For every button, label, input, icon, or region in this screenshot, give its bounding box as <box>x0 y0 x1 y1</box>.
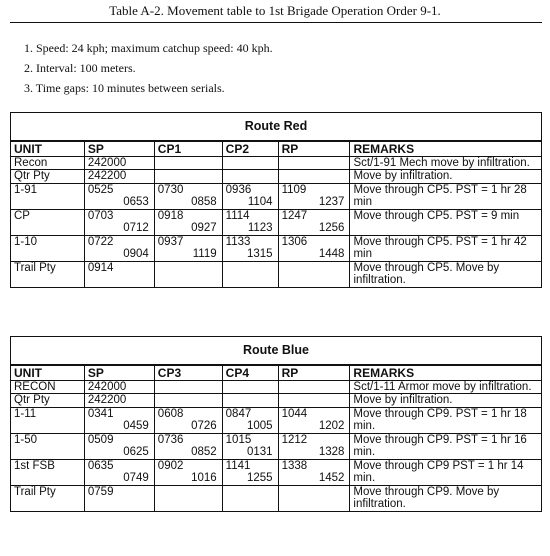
time-cell <box>84 183 154 209</box>
time-cell <box>278 209 350 235</box>
time-cell <box>84 380 154 394</box>
table-row <box>11 394 542 408</box>
time-cell <box>278 485 350 511</box>
start-time: 0722 <box>87 235 114 248</box>
unit-cell: Trail Pty <box>11 261 85 287</box>
end-time: 0653 <box>123 196 149 208</box>
time-cell <box>84 156 154 170</box>
end-time: 0927 <box>191 222 217 234</box>
table-row <box>11 459 542 485</box>
end-time: 1448 <box>318 248 345 260</box>
remarks-cell: Sct/1-11 Armor move by infiltration. <box>350 380 542 394</box>
time-cell <box>84 407 154 433</box>
column-header: REMARKS <box>350 141 542 157</box>
table-caption: Table A-2. Movement table to 1st Brigade Operation Order 9-1. <box>109 3 441 18</box>
note-interval: 2. Interval: 100 meters. <box>24 61 136 75</box>
time-cell <box>84 170 154 184</box>
start-time: 0608 <box>157 407 184 420</box>
start-time: 0937 <box>157 235 184 248</box>
start-time: 242000 <box>87 380 127 393</box>
end-time: 1315 <box>246 248 273 260</box>
time-cell <box>222 459 278 485</box>
time-cell <box>84 433 154 459</box>
end-time: 0131 <box>246 446 273 458</box>
time-cell <box>154 380 222 394</box>
start-time: 0635 <box>87 459 114 472</box>
start-time: 0918 <box>157 209 184 222</box>
start-time: 242200 <box>87 170 127 182</box>
unit-cell: 1-11 <box>11 407 85 433</box>
start-time: 1306 <box>281 235 308 248</box>
unit-cell: Trail Pty <box>11 485 85 511</box>
time-cell <box>154 261 222 287</box>
time-cell <box>222 209 278 235</box>
column-header: RP <box>278 365 350 381</box>
time-cell <box>84 235 154 261</box>
time-cell <box>154 433 222 459</box>
route-title: Route Red <box>11 113 542 141</box>
route-title: Route Blue <box>11 337 542 365</box>
table-row <box>11 485 542 511</box>
time-cell <box>278 394 350 408</box>
time-cell <box>154 235 222 261</box>
start-time: 0902 <box>157 459 184 472</box>
remarks-cell: Move through CP5. PST = 9 min <box>350 209 542 235</box>
end-time: 0459 <box>123 420 149 432</box>
start-time: 1247 <box>281 209 308 222</box>
end-time: 0749 <box>123 472 149 484</box>
time-cell <box>84 459 154 485</box>
start-time: 0730 <box>157 183 184 196</box>
remarks-cell: Move through CP5. PST = 1 hr 42 min <box>350 235 542 261</box>
unit-cell: Qtr Pty <box>11 170 85 184</box>
column-header: UNIT <box>11 141 85 157</box>
time-cell <box>84 485 154 511</box>
start-time: 1133 <box>225 235 251 248</box>
table-row <box>11 407 542 433</box>
unit-cell: 1st FSB <box>11 459 85 485</box>
end-time: 1328 <box>318 446 345 458</box>
end-time: 1123 <box>247 222 273 234</box>
unit-cell: 1-50 <box>11 433 85 459</box>
route-blue-table <box>10 336 542 512</box>
end-time: 1256 <box>318 222 345 234</box>
time-cell <box>222 261 278 287</box>
start-time: 1015 <box>225 433 252 446</box>
time-cell <box>154 407 222 433</box>
time-cell <box>84 209 154 235</box>
start-time: 1212 <box>281 433 308 446</box>
time-cell <box>278 433 350 459</box>
end-time: 1452 <box>318 472 345 484</box>
table-row <box>11 183 542 209</box>
remarks-cell: Move by infiltration. <box>350 170 542 184</box>
end-time: 0904 <box>123 248 149 260</box>
time-cell <box>154 209 222 235</box>
table-row <box>11 235 542 261</box>
time-cell <box>222 380 278 394</box>
unit-cell: Recon <box>11 156 85 170</box>
column-header: CP2 <box>222 141 278 157</box>
table-row <box>11 433 542 459</box>
unit-cell: 1-10 <box>11 235 85 261</box>
time-cell <box>222 170 278 184</box>
column-header: REMARKS <box>350 365 542 381</box>
column-header: SP <box>84 141 154 157</box>
unit-cell: RECON <box>11 380 85 394</box>
time-cell <box>222 235 278 261</box>
time-cell <box>278 183 350 209</box>
column-header: SP <box>84 365 154 381</box>
start-time: 0509 <box>87 433 114 446</box>
time-cell <box>154 394 222 408</box>
end-time: 0625 <box>123 446 149 458</box>
end-time: 0852 <box>191 446 217 458</box>
end-time: 1255 <box>246 472 273 484</box>
end-time: 0726 <box>191 420 217 432</box>
time-cell <box>154 183 222 209</box>
time-cell <box>278 380 350 394</box>
end-time: 0858 <box>191 196 217 208</box>
column-header: CP4 <box>222 365 278 381</box>
time-cell <box>154 485 222 511</box>
end-time: 0712 <box>123 222 149 234</box>
time-cell <box>84 394 154 408</box>
remarks-cell: Move through CP5. Move by infiltration. <box>350 261 542 287</box>
time-cell <box>154 156 222 170</box>
time-cell <box>154 459 222 485</box>
table-row <box>11 209 542 235</box>
start-time: 1109 <box>281 183 307 196</box>
time-cell <box>278 407 350 433</box>
time-cell <box>278 261 350 287</box>
start-time: 1044 <box>281 407 308 420</box>
time-cell <box>222 407 278 433</box>
time-cell <box>222 156 278 170</box>
start-time: 1141 <box>225 459 251 472</box>
table-row <box>11 170 542 184</box>
end-time: 1119 <box>192 248 217 260</box>
start-time: 0703 <box>87 209 114 222</box>
start-time: 0736 <box>157 433 184 446</box>
remarks-cell: Move through CP5. PST = 1 hr 28 min <box>350 183 542 209</box>
start-time: 0341 <box>87 407 114 420</box>
time-cell <box>222 394 278 408</box>
remarks-cell: Sct/1-91 Mech move by infiltration. <box>350 156 542 170</box>
column-header: UNIT <box>11 365 85 381</box>
caption-rule <box>10 22 542 23</box>
note-time-gaps: 3. Time gaps: 10 minutes between serials. <box>24 81 225 95</box>
time-cell <box>278 156 350 170</box>
notes-list <box>24 38 273 98</box>
time-cell <box>222 183 278 209</box>
start-time: 0525 <box>87 183 114 196</box>
remarks-cell: Move through CP9. Move by infiltration. <box>350 485 542 511</box>
start-time: 0914 <box>87 261 114 274</box>
table-row <box>11 380 542 394</box>
time-cell <box>222 433 278 459</box>
unit-cell: CP <box>11 209 85 235</box>
time-cell <box>222 485 278 511</box>
remarks-cell: Move through CP9 PST = 1 hr 14 min. <box>350 459 542 485</box>
column-header: CP1 <box>154 141 222 157</box>
remarks-cell: Move by infiltration. <box>350 394 542 408</box>
note-speed: 1. Speed: 24 kph; maximum catchup speed: 40 kph. <box>24 41 273 55</box>
start-time: 1338 <box>281 459 308 472</box>
column-header: CP3 <box>154 365 222 381</box>
time-cell <box>84 261 154 287</box>
table-row <box>11 261 542 287</box>
unit-cell: 1-91 <box>11 183 85 209</box>
remarks-cell: Move through CP9. PST = 1 hr 18 min. <box>350 407 542 433</box>
remarks-cell: Move through CP9. PST = 1 hr 16 min. <box>350 433 542 459</box>
unit-cell: Qtr Pty <box>11 394 85 408</box>
time-cell <box>154 170 222 184</box>
time-cell <box>278 459 350 485</box>
end-time: 1202 <box>318 420 345 432</box>
end-time: 1104 <box>247 196 273 208</box>
start-time: 1114 <box>225 209 250 222</box>
table-row <box>11 156 542 170</box>
time-cell <box>278 235 350 261</box>
end-time: 1237 <box>318 196 345 208</box>
start-time: 242000 <box>87 156 127 169</box>
start-time: 0847 <box>225 407 252 420</box>
start-time: 0759 <box>87 485 114 498</box>
route-red-table <box>10 112 542 288</box>
time-cell <box>278 170 350 184</box>
end-time: 1016 <box>191 472 217 484</box>
start-time: 0936 <box>225 183 252 196</box>
start-time: 242200 <box>87 394 127 406</box>
column-header: RP <box>278 141 350 157</box>
end-time: 1005 <box>246 420 273 432</box>
